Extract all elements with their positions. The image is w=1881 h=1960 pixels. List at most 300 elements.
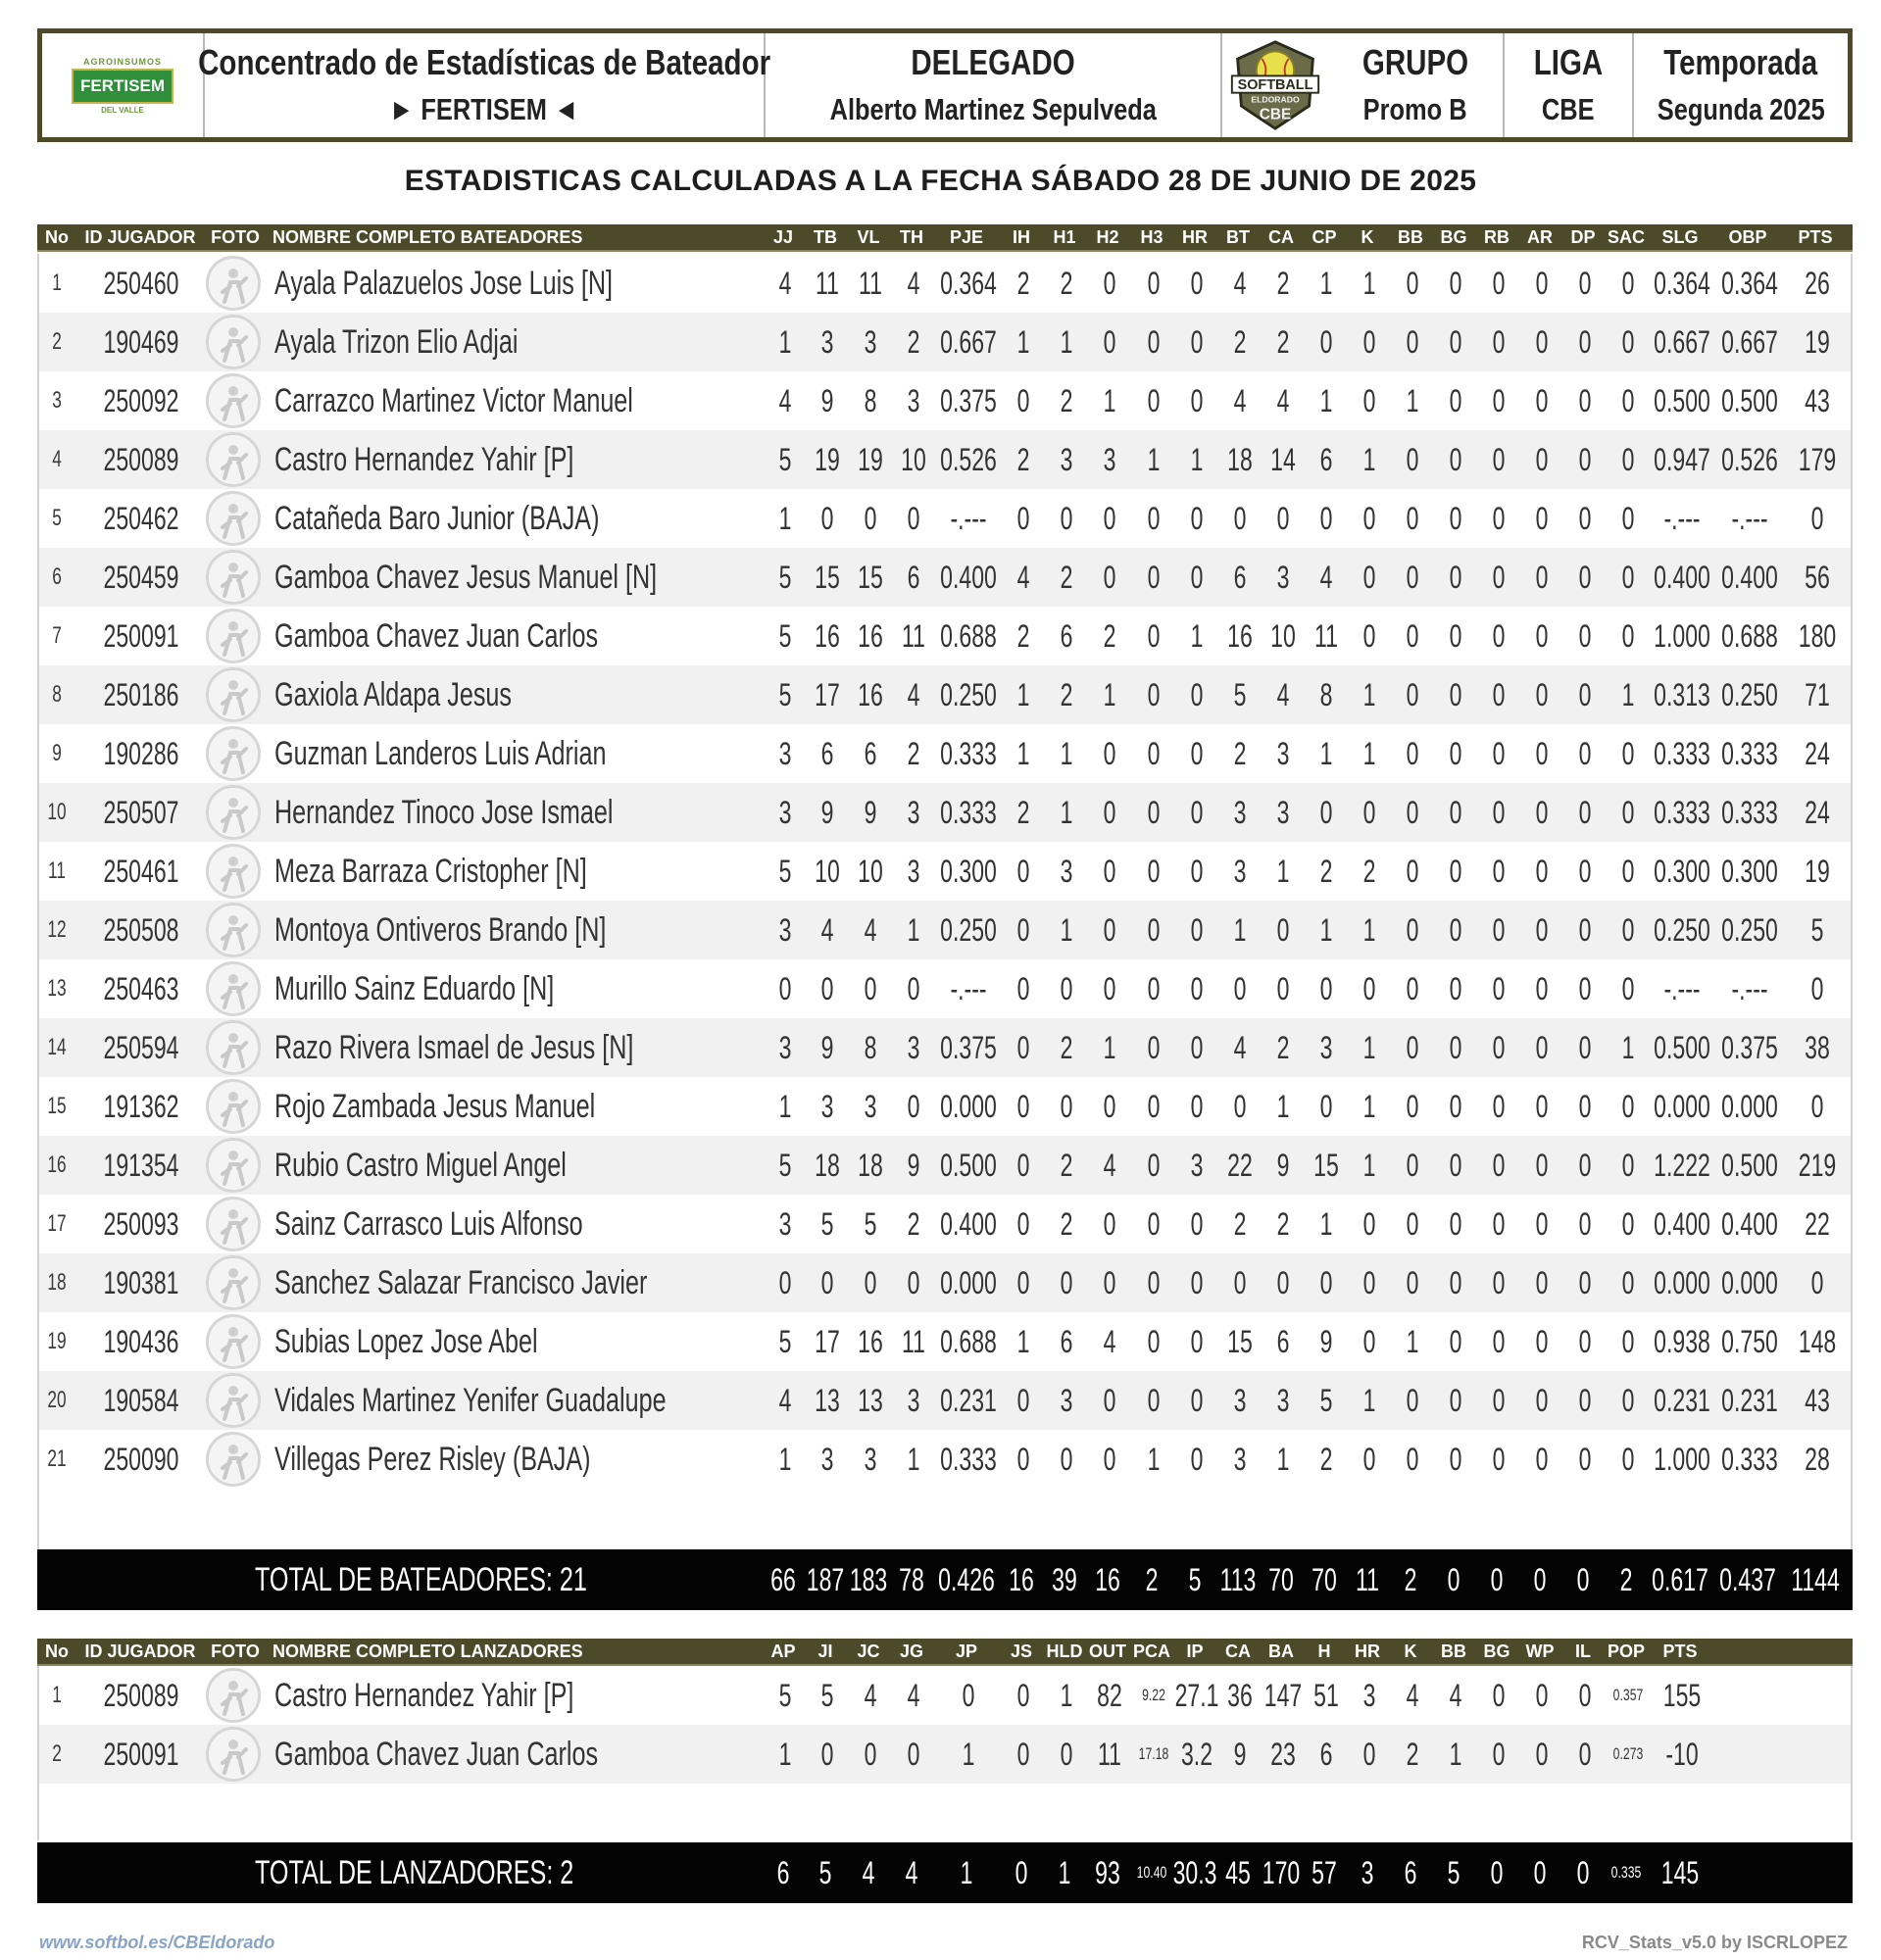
league-label: LIGA	[1533, 42, 1604, 82]
col-header-no: No	[45, 1642, 69, 1661]
stat-15: 0	[1406, 1383, 1419, 1418]
table-row	[39, 371, 1851, 430]
player-photo-icon	[206, 315, 261, 369]
stat-18: 0	[1535, 1265, 1549, 1300]
player-name: Ayala Trizon Elio Adjai	[274, 323, 519, 361]
stat-22: -.---	[1731, 971, 1768, 1006]
total-stat-16: 5	[1447, 1855, 1460, 1890]
col-header-tb: TB	[814, 227, 837, 247]
stat-13: 6	[1319, 1737, 1333, 1772]
stat-8: 4	[1103, 1148, 1116, 1183]
stat-12: 0	[1276, 501, 1290, 536]
stat-20: 1	[1621, 1030, 1635, 1065]
stat-3: 13	[858, 1383, 883, 1418]
stat-3: 8	[864, 383, 877, 418]
stat-21: 155	[1662, 1678, 1702, 1713]
player-photo-icon	[206, 726, 261, 781]
stat-3: 16	[858, 677, 883, 712]
stat-5: 0.688	[940, 1324, 997, 1359]
batting-table-header	[37, 224, 1853, 252]
stat-12: 2	[1276, 266, 1290, 301]
stat-1: 4	[778, 1383, 792, 1418]
stat-12: 4	[1276, 677, 1290, 712]
stat-19: 0	[1578, 1030, 1592, 1065]
player-photo-icon	[206, 1079, 261, 1134]
player-name: Carrazco Martinez Victor Manuel	[274, 382, 633, 419]
stat-14: 1	[1362, 1030, 1376, 1065]
stat-23: 43	[1805, 1383, 1830, 1418]
stat-16: 0	[1449, 1030, 1462, 1065]
row-number: 6	[52, 564, 62, 590]
stat-3: 18	[858, 1148, 883, 1183]
team-name: ► FERTISEM ◄	[389, 92, 579, 126]
stat-20: 0	[1621, 1383, 1635, 1418]
player-photo-icon	[206, 1314, 261, 1369]
col-header-cp: CP	[1312, 227, 1337, 247]
col-header-js: JS	[1010, 1642, 1033, 1661]
total-stat-1: 66	[770, 1562, 796, 1597]
col-header-jj: JJ	[772, 227, 794, 247]
stat-23: 179	[1798, 442, 1837, 477]
stat-5: 0.500	[940, 1148, 997, 1183]
stat-8: 0	[1103, 266, 1116, 301]
stat-19: 0	[1578, 1678, 1592, 1713]
stat-17: 0	[1492, 501, 1506, 536]
stat-7: 2	[1060, 266, 1073, 301]
player-name: Subias Lopez Jose Abel	[274, 1323, 538, 1360]
stat-10: 0	[1190, 501, 1204, 536]
table-row	[39, 1195, 1851, 1253]
stat-20: 0	[1621, 266, 1635, 301]
stat-23: 28	[1805, 1442, 1830, 1477]
table-row	[39, 1077, 1851, 1136]
total-stat-15: 2	[1404, 1562, 1417, 1597]
col-header-jp: JP	[955, 1642, 978, 1661]
delegate-cell	[766, 33, 1222, 137]
stat-19: 0	[1578, 266, 1592, 301]
player-id: 250459	[103, 560, 179, 595]
stat-15: 0	[1406, 736, 1419, 771]
stat-15: 2	[1406, 1737, 1419, 1772]
stat-10: 3.2	[1180, 1737, 1213, 1772]
stat-10: 0	[1190, 560, 1204, 595]
stat-7: 0	[1060, 1442, 1073, 1477]
stat-11: 0	[1233, 1265, 1247, 1300]
stat-5: 0.688	[940, 618, 997, 654]
table-row	[39, 1136, 1851, 1195]
stat-18: 0	[1535, 677, 1549, 712]
stat-3: 3	[864, 1442, 877, 1477]
stat-8: 82	[1097, 1678, 1122, 1713]
stat-15: 0	[1406, 1148, 1419, 1183]
col-header-il: IL	[1575, 1642, 1591, 1661]
player-id: 250091	[103, 1737, 179, 1772]
player-name: Villegas Perez Risley (BAJA)	[274, 1441, 591, 1478]
stat-22: 0.231	[1721, 1383, 1778, 1418]
stat-9: 0	[1147, 618, 1161, 654]
report-title: Concentrado de Estadísticas de Bateador	[198, 42, 771, 82]
stat-16: 0	[1449, 1089, 1462, 1124]
stat-7: 1	[1060, 1678, 1073, 1713]
stat-13: 1	[1319, 266, 1333, 301]
stat-18: 0	[1535, 1148, 1549, 1183]
col-header-obp: OBP	[1728, 227, 1767, 247]
table-row	[39, 489, 1851, 548]
stat-16: 1	[1449, 1737, 1462, 1772]
row-number: 2	[52, 1740, 62, 1767]
player-id: 250186	[103, 677, 179, 712]
stat-20: 0	[1621, 1442, 1635, 1477]
row-number: 7	[52, 622, 62, 649]
stat-21: 0.400	[1654, 1206, 1710, 1242]
stat-7: 3	[1060, 854, 1073, 889]
table-row	[39, 1666, 1851, 1725]
stat-2: 0	[820, 501, 834, 536]
stat-21: -.---	[1663, 971, 1701, 1006]
stat-4: 3	[907, 383, 920, 418]
player-name: Razo Rivera Ismael de Jesus [N]	[274, 1029, 634, 1066]
col-header-ca: CA	[1268, 227, 1294, 247]
stat-4: 3	[907, 854, 920, 889]
stat-16: 0	[1449, 1206, 1462, 1242]
stat-20: 0	[1621, 442, 1635, 477]
total-stat-2: 5	[818, 1855, 832, 1890]
col-header-ap: AP	[770, 1642, 796, 1661]
footer-link[interactable]: www.softbol.es/CBEldorado	[39, 1933, 275, 1952]
stat-14: 1	[1362, 266, 1376, 301]
stat-12: 3	[1276, 736, 1290, 771]
stat-16: 0	[1449, 736, 1462, 771]
stat-23: 38	[1805, 1030, 1830, 1065]
player-photo-icon	[206, 256, 261, 311]
stat-3: 10	[858, 854, 883, 889]
stat-5: 0	[962, 1678, 975, 1713]
stat-4: 1	[907, 1442, 920, 1477]
stat-7: 2	[1060, 560, 1073, 595]
col-header-hld: HLD	[1046, 1642, 1083, 1661]
stat-2: 0	[820, 1737, 834, 1772]
row-number: 16	[47, 1152, 67, 1178]
stat-3: 15	[858, 560, 883, 595]
player-photo-icon	[206, 550, 261, 605]
row-number: 1	[52, 1682, 62, 1708]
stat-8: 0	[1103, 854, 1116, 889]
stat-19: 0	[1578, 1206, 1592, 1242]
stat-8: 0	[1103, 912, 1116, 948]
stat-8: 4	[1103, 1324, 1116, 1359]
stat-5: 0.300	[940, 854, 997, 889]
stat-21: -.---	[1663, 501, 1701, 536]
stat-1: 3	[778, 912, 792, 948]
stat-18: 0	[1535, 383, 1549, 418]
stat-17: 0	[1492, 383, 1506, 418]
col-header-pts: PTS	[1662, 1642, 1698, 1661]
stat-7: 0	[1060, 971, 1073, 1006]
total-stat-4: 78	[899, 1562, 924, 1597]
stat-9: 1	[1147, 442, 1161, 477]
total-stat-12: 170	[1262, 1855, 1301, 1890]
stat-23: 19	[1805, 854, 1830, 889]
table-row	[39, 1312, 1851, 1371]
stat-11: 16	[1227, 618, 1253, 654]
stat-17: 0	[1492, 1324, 1506, 1359]
stat-6: 2	[1016, 266, 1030, 301]
stat-7: 2	[1060, 1030, 1073, 1065]
stat-8: 0	[1103, 1089, 1116, 1124]
stat-17: 0	[1492, 1148, 1506, 1183]
stat-11: 5	[1233, 677, 1247, 712]
stat-5: 0.375	[940, 1030, 997, 1065]
stat-3: 0	[864, 1265, 877, 1300]
season-value: Segunda 2025	[1657, 92, 1825, 126]
stat-5: 0.364	[940, 266, 997, 301]
stat-22: 0.500	[1721, 1148, 1778, 1183]
stat-21: 0.250	[1654, 912, 1710, 948]
stat-18: 0	[1535, 442, 1549, 477]
stat-23: 0	[1810, 971, 1824, 1006]
stat-13: 0	[1319, 1089, 1333, 1124]
player-name: Vidales Martinez Yenifer Guadalupe	[274, 1382, 667, 1419]
stat-7: 3	[1060, 1383, 1073, 1418]
player-name: Sanchez Salazar Francisco Javier	[274, 1264, 648, 1301]
stat-12: 2	[1276, 324, 1290, 360]
stat-19: 0	[1578, 736, 1592, 771]
total-stat-2: 187	[806, 1562, 845, 1597]
stat-8: 0	[1103, 1383, 1116, 1418]
total-stat-9: 2	[1145, 1562, 1159, 1597]
stat-23: 22	[1805, 1206, 1830, 1242]
stat-17: 0	[1492, 618, 1506, 654]
table-row	[39, 783, 1851, 842]
stat-20: 0	[1621, 1089, 1635, 1124]
stat-12: 1	[1276, 854, 1290, 889]
total-stat-3: 4	[862, 1855, 875, 1890]
stat-21: 0.333	[1654, 795, 1710, 830]
stat-2: 11	[816, 266, 839, 301]
stat-13: 0	[1319, 971, 1333, 1006]
stat-15: 4	[1406, 1678, 1419, 1713]
stat-1: 5	[778, 677, 792, 712]
table-row	[39, 665, 1851, 724]
fertisem-logo	[78, 46, 167, 124]
row-number: 5	[52, 505, 62, 531]
stat-21: 1.000	[1654, 1442, 1710, 1477]
season-label: Temporada	[1663, 42, 1818, 82]
stat-21: 0.364	[1654, 266, 1710, 301]
stat-2: 10	[815, 854, 840, 889]
stat-1: 4	[778, 266, 792, 301]
stat-5: 0.400	[940, 1206, 997, 1242]
stat-18: 0	[1535, 736, 1549, 771]
player-id: 250092	[103, 383, 179, 418]
stat-21: 0.000	[1654, 1089, 1710, 1124]
totals-label: TOTAL DE BATEADORES: 21	[255, 1561, 587, 1598]
stat-10: 0	[1190, 266, 1204, 301]
stat-4: 2	[907, 736, 920, 771]
row-number: 3	[52, 387, 62, 414]
stat-9: 0	[1147, 1148, 1161, 1183]
stat-6: 0	[1016, 1383, 1030, 1418]
stat-17: 0	[1492, 1030, 1506, 1065]
stat-19: 0	[1578, 560, 1592, 595]
stat-19: 0	[1578, 1265, 1592, 1300]
stat-7: 6	[1060, 1324, 1073, 1359]
stat-4: 0	[907, 1089, 920, 1124]
stat-15: 0	[1406, 795, 1419, 830]
stat-15: 0	[1406, 854, 1419, 889]
stat-19: 0	[1578, 442, 1592, 477]
col-header-bb: BB	[1441, 1642, 1466, 1661]
player-name: Hernandez Tinoco Jose Ismael	[274, 794, 614, 831]
stat-10: 0	[1190, 1265, 1204, 1300]
total-stat-16: 0	[1447, 1562, 1460, 1597]
stat-6: 0	[1016, 1265, 1030, 1300]
stat-19: 0	[1578, 854, 1592, 889]
row-number: 10	[47, 799, 67, 825]
col-header-h1: H1	[1053, 227, 1076, 247]
stat-6: 0	[1016, 501, 1030, 536]
stat-15: 1	[1406, 1324, 1419, 1359]
logo-top-text: AGROINSUMOS	[82, 56, 162, 67]
col-header-ba: BA	[1268, 1642, 1294, 1661]
total-stat-6: 16	[1009, 1562, 1034, 1597]
stat-13: 15	[1313, 1148, 1339, 1183]
stat-10: 0	[1190, 383, 1204, 418]
stat-10: 0	[1190, 1206, 1204, 1242]
col-header-ip: IP	[1186, 1642, 1204, 1661]
stat-17: 0	[1492, 1265, 1506, 1300]
group-value: Promo B	[1363, 92, 1467, 126]
stat-4: 2	[907, 1206, 920, 1242]
stat-18: 0	[1535, 1383, 1549, 1418]
stat-15: 0	[1406, 1030, 1419, 1065]
stat-14: 1	[1362, 677, 1376, 712]
total-stat-8: 93	[1095, 1855, 1120, 1890]
stat-4: 9	[907, 1148, 920, 1183]
stat-9: 0	[1147, 1265, 1161, 1300]
player-name: Ayala Palazuelos Jose Luis [N]	[274, 265, 613, 302]
stat-2: 0	[820, 1265, 834, 1300]
stat-1: 1	[778, 324, 792, 360]
player-id: 250089	[103, 442, 179, 477]
stat-12: 0	[1276, 912, 1290, 948]
batting-table-body	[37, 254, 1853, 1549]
player-name: Gamboa Chavez Juan Carlos	[274, 617, 599, 655]
batting-totals-row	[37, 1549, 1853, 1610]
stat-20: 0	[1621, 971, 1635, 1006]
stat-6: 2	[1016, 442, 1030, 477]
stat-17: 0	[1492, 1678, 1506, 1713]
stat-2: 3	[820, 324, 834, 360]
stat-22: -.---	[1731, 501, 1768, 536]
stat-23: 219	[1798, 1148, 1837, 1183]
stat-6: 2	[1016, 618, 1030, 654]
stat-11: 4	[1233, 1030, 1247, 1065]
stat-6: 0	[1016, 1148, 1030, 1183]
logo-mid-text: FERTISEM	[72, 69, 173, 104]
stat-12: 0	[1276, 971, 1290, 1006]
total-stat-10: 5	[1188, 1562, 1202, 1597]
stat-9: 0	[1147, 560, 1161, 595]
table-row	[39, 842, 1851, 901]
stat-14: 0	[1362, 1442, 1376, 1477]
stat-15: 0	[1406, 1206, 1419, 1242]
stat-20: 0	[1621, 736, 1635, 771]
stat-1: 3	[778, 736, 792, 771]
stat-3: 11	[859, 266, 882, 301]
stat-23: 180	[1798, 618, 1837, 654]
group-label: GRUPO	[1361, 42, 1469, 82]
softball-logo-bot: CBE	[1259, 106, 1292, 123]
stat-3: 3	[864, 324, 877, 360]
stat-3: 3	[864, 1089, 877, 1124]
stat-12: 9	[1276, 1148, 1290, 1183]
stat-13: 11	[1314, 618, 1338, 654]
table-row	[39, 1725, 1851, 1784]
stat-9: 17.18	[1138, 1744, 1169, 1763]
stat-15: 0	[1406, 324, 1419, 360]
stat-20: 0.273	[1612, 1744, 1644, 1763]
col-header-ji: JI	[817, 1642, 833, 1661]
total-stat-12: 70	[1268, 1562, 1294, 1597]
stat-7: 2	[1060, 1206, 1073, 1242]
stat-4: 1	[907, 912, 920, 948]
stat-3: 0	[864, 971, 877, 1006]
player-name: Gamboa Chavez Jesus Manuel [N]	[274, 559, 658, 596]
total-stat-21: 0.617	[1652, 1562, 1708, 1597]
row-number: 14	[47, 1034, 67, 1060]
stat-6: 1	[1016, 736, 1030, 771]
stat-13: 8	[1319, 677, 1333, 712]
player-photo-icon	[206, 1432, 261, 1487]
stat-22: 0.333	[1721, 795, 1778, 830]
player-id: 250507	[103, 795, 179, 830]
stat-5: 0.333	[940, 736, 997, 771]
total-stat-20: 0.335	[1610, 1863, 1642, 1882]
stat-14: 0	[1362, 1737, 1376, 1772]
stat-9: 1	[1147, 1442, 1161, 1477]
player-photo-icon	[206, 373, 261, 428]
stat-11: 18	[1227, 442, 1253, 477]
stat-8: 0	[1103, 324, 1116, 360]
stat-7: 0	[1060, 1737, 1073, 1772]
total-stat-8: 16	[1095, 1562, 1120, 1597]
stat-8: 0	[1103, 1206, 1116, 1242]
stat-16: 0	[1449, 1383, 1462, 1418]
stat-16: 0	[1449, 266, 1462, 301]
stat-22: 0.667	[1721, 324, 1778, 360]
stat-11: 36	[1227, 1678, 1253, 1713]
stat-21: 0.313	[1654, 677, 1710, 712]
stat-22: 0.400	[1721, 560, 1778, 595]
stat-12: 2	[1276, 1206, 1290, 1242]
stat-20: 0.357	[1612, 1686, 1644, 1704]
player-photo-icon	[206, 785, 261, 840]
stat-14: 0	[1362, 1206, 1376, 1242]
stat-12: 6	[1276, 1324, 1290, 1359]
stat-4: 11	[902, 1324, 925, 1359]
stat-9: 0	[1147, 912, 1161, 948]
row-number: 9	[52, 740, 62, 766]
player-name: Castro Hernandez Yahir [P]	[274, 1677, 574, 1714]
stat-15: 0	[1406, 266, 1419, 301]
stat-14: 1	[1362, 1089, 1376, 1124]
row-number: 15	[47, 1093, 67, 1119]
stat-9: 0	[1147, 1206, 1161, 1242]
stat-22: 0.250	[1721, 912, 1778, 948]
stat-6: 1	[1016, 1324, 1030, 1359]
stat-8: 0	[1103, 736, 1116, 771]
